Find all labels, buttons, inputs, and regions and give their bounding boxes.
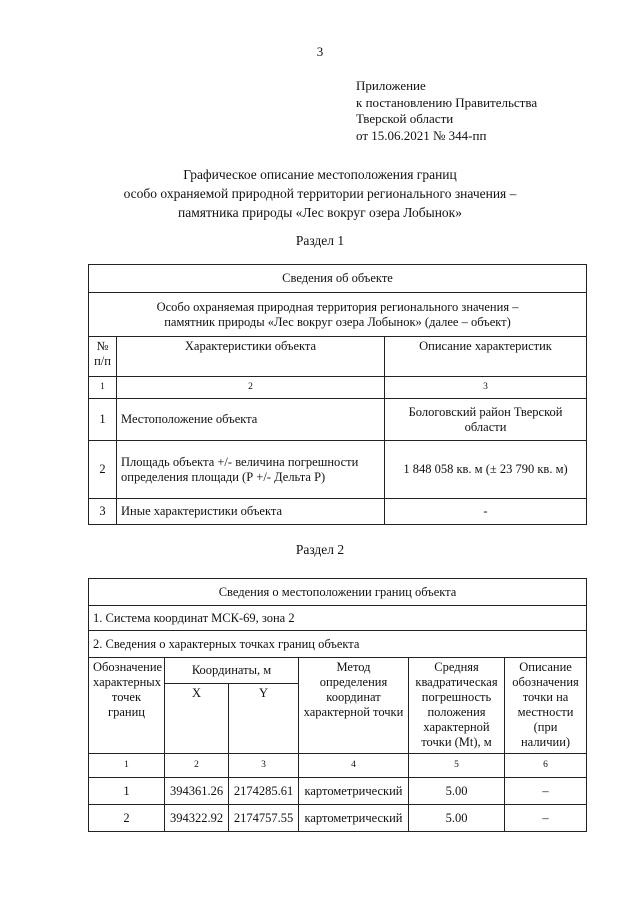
row-value: - <box>385 499 587 525</box>
point-x: 394361.26 <box>165 778 229 805</box>
object-description <box>89 293 587 337</box>
appendix-line: Тверской области <box>356 111 454 126</box>
section1-heading: Раздел 1 <box>295 233 345 248</box>
header-error: Средняя квадратическая погрешность положения характерной точки (Mt), м <box>409 658 505 754</box>
point-y: 2174285.61 <box>229 778 299 805</box>
table-title: Сведения об объекте <box>89 265 587 293</box>
point-number: 2 <box>89 805 165 832</box>
point-method: картометрический <box>299 805 409 832</box>
title-line: особо охраняемой природной территории регионального значения – <box>123 186 517 201</box>
point-y: 2174757.55 <box>229 805 299 832</box>
document-title <box>0 165 640 222</box>
table-row <box>89 399 587 441</box>
point-number: 1 <box>89 778 165 805</box>
header-number: № п/п <box>89 337 117 377</box>
section2-heading: Раздел 2 <box>295 542 345 557</box>
table-row <box>89 441 587 499</box>
row-number: 3 <box>89 499 117 525</box>
appendix-header <box>356 78 537 144</box>
appendix-line: к постановлению Правительства <box>356 94 538 110</box>
appendix-line: от 15.06.2021 № 344-пп <box>356 127 487 143</box>
row-number: 1 <box>89 399 117 441</box>
column-number: 3 <box>385 377 587 399</box>
header-coordinates: Координаты, м <box>165 658 299 684</box>
point-x: 394322.92 <box>165 805 229 832</box>
row-name: Площадь объекта +/- величина погрешности определения площади (Р +/- Дельта Р) <box>117 441 385 499</box>
point-error: 5.00 <box>409 805 505 832</box>
column-number: 1 <box>89 377 117 399</box>
header-designation: Обозначение характерных точек границ <box>89 658 165 754</box>
header-description: Описание характеристик <box>385 337 587 377</box>
row-name: Иные характеристики объекта <box>117 499 385 525</box>
row-number: 2 <box>89 441 117 499</box>
column-number: 4 <box>299 754 409 778</box>
title-line: Графическое описание местоположения границ <box>183 167 457 182</box>
header-method: Метод определения координат характерной точки <box>299 658 409 754</box>
point-description: – <box>505 778 587 805</box>
column-number: 6 <box>505 754 587 778</box>
header-point-description: Описание обозначения точки на местности (при наличии) <box>505 658 587 754</box>
header-characteristics: Характеристики объекта <box>117 337 385 377</box>
page-number: 3 <box>316 44 324 59</box>
column-number: 1 <box>89 754 165 778</box>
table-row <box>89 499 587 525</box>
column-number: 3 <box>229 754 299 778</box>
table-row <box>89 778 587 805</box>
point-description: – <box>505 805 587 832</box>
point-method: картометрический <box>299 778 409 805</box>
object-line: памятник природы «Лес вокруг озера Лобынок» (далее – объект) <box>164 314 511 329</box>
row-value: 1 848 058 кв. м (± 23 790 кв. м) <box>385 441 587 499</box>
column-number: 2 <box>165 754 229 778</box>
header-x: X <box>165 684 229 754</box>
table-row <box>89 805 587 832</box>
coordinate-system: 1. Система координат МСК-69, зона 2 <box>89 606 587 631</box>
object-info-table <box>88 264 587 525</box>
column-number: 5 <box>409 754 505 778</box>
header-y: Y <box>229 684 299 754</box>
column-number: 2 <box>117 377 385 399</box>
points-title: 2. Сведения о характерных точках границ объекта <box>89 631 587 658</box>
row-value: Бологовский район Тверской области <box>385 399 587 441</box>
row-name: Местоположение объекта <box>117 399 385 441</box>
object-line: Особо охраняемая природная территория регионального значения – <box>156 299 519 314</box>
appendix-line: Приложение <box>356 78 426 93</box>
boundary-points-table <box>88 578 587 832</box>
table-title: Сведения о местоположении границ объекта <box>89 579 587 606</box>
point-error: 5.00 <box>409 778 505 805</box>
title-line: памятника природы «Лес вокруг озера Лобынок» <box>178 205 462 220</box>
